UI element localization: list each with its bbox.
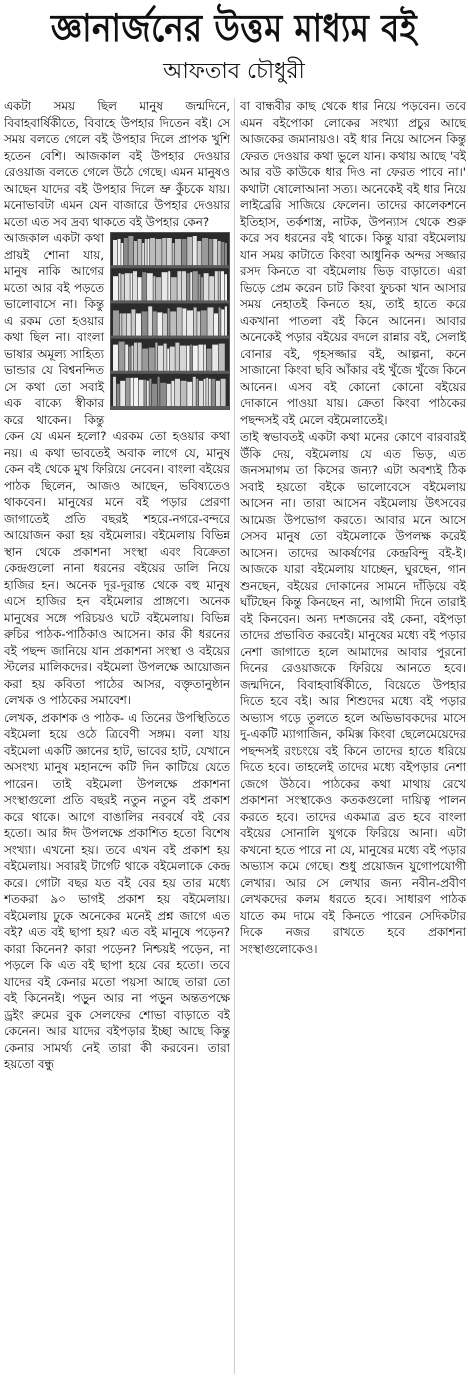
book-spine: [175, 379, 180, 406]
book-spine: [190, 345, 192, 371]
book-spine: [167, 384, 171, 406]
book-spine: [187, 310, 193, 335]
book-spine: [125, 273, 130, 300]
book-spine: [120, 381, 125, 406]
book-spine: [219, 307, 221, 335]
book-spine: [197, 311, 200, 335]
book-spine: [117, 384, 120, 406]
book-spine: [194, 307, 197, 335]
book-spine: [225, 243, 227, 265]
book-spine: [197, 241, 201, 265]
left-column: [4, 98, 230, 1376]
book-spine: [119, 342, 125, 371]
book-spine: [118, 239, 121, 265]
book-spine: [130, 273, 132, 300]
book-spine: [113, 310, 119, 335]
book-spine: [134, 241, 137, 265]
article-headline: জ্ঞানার্জনের উত্তম মাধ্যম বই: [50, 6, 418, 50]
book-spine: [158, 377, 160, 406]
book-spine: [213, 239, 217, 265]
book-spine: [142, 243, 144, 265]
book-spine: [221, 242, 224, 265]
book-spine: [201, 277, 203, 300]
book-spine: [167, 349, 169, 371]
paragraph: আজকাল একটা কথা প্রায়ই শোনা যায়, মানুষ নাকি আগের মতো আর বই পড়তে ভালোবাসে না। কিন্তু এ রকম তো হওয়ার কথা ছিল না। বাংলা ভাষার অমূল্য সাহিত্য ভান্ডার যে বিশ্বনন্দিত সে কথা তো সবাই এক বাক্যে স্বীকার করে থাকেন। কিন্তু কেন যে এমন হলো? এরকম তো হওয়ার কথা নয়। এ কথা ভাবতেই অবাক লাগে যে, মানুষ কেন বই থেকে মুখ ফিরিয়ে নেবেন। বাংলা বইয়ের পাঠক ছিলেন, আজও আছেন, ভবিষ্যতেও থাকবেন। মানুষের মনে বই পড়ার প্রেরণা জাগাতেই প্রতি বছরই শহরে-নগরে-বন্দরে আয়োজন করা হয় বইমেলার। বইমেলায় বিভিন্ন স্থান থেকে প্রকাশনা সংস্থা এবং বিক্রেতা কেন্দ্রগুলো নানা ধরনের বইয়ের ডালি নিয়ে হাজির হন। অনেক দূর-দূরান্ত থেকে বহু মানুষ এসে হাজির হন বইমেলার প্রাঙ্গণে। অনেক মানুষের সঙ্গে পরিচয়ও ঘটে বইমেলায়। বিভিন্ন রুচির পাঠক-পাঠিকাও আসেন। কার কী ধরনের বই পছন্দ জানিয়ে যান প্রকাশনা সংস্থা ও বইয়ের স্টলের মালিকদের। বইমেলা উপলক্ষে আয়োজন করা হয় কবিতা পাঠের আসর, বক্তৃতানুষ্ঠান লেখক ও পাঠকের সমাবেশ।: [4, 231, 230, 707]
book-spine: [182, 271, 186, 300]
book-spine: [152, 384, 157, 406]
book-spine: [219, 344, 225, 371]
book-spine: [133, 271, 137, 300]
book-spine: [193, 271, 198, 300]
book-spine: [171, 381, 174, 406]
book-spine: [221, 379, 226, 406]
book-spine: [198, 345, 203, 371]
book-spine: [193, 346, 198, 371]
book-spine: [147, 239, 149, 265]
book-spine: [160, 383, 166, 406]
book-spine: [175, 239, 181, 265]
book-spine: [156, 277, 161, 300]
book-spine: [225, 306, 227, 335]
book-spine: [182, 239, 187, 265]
book-spine: [214, 313, 218, 335]
book-spine: [199, 381, 203, 406]
column-divider: [234, 98, 235, 1374]
shelf-board: [111, 406, 229, 409]
book-spine: [142, 272, 146, 300]
book-spine: [204, 273, 209, 300]
book-spine: [215, 271, 218, 300]
book-spine: [202, 238, 208, 265]
paragraph: একটা সময় ছিল মানুষ জন্মদিনে, বিবাহবার্ষিকীতে, বিবাহে উপহার দিতেন বই। সে সময় বলতে গেলে বই উপহার দিলে প্রাপক খুশি হতেন বেশি। আজকাল বই উপহার দেওয়ার রেওয়াজ বলতে গেলে উঠে গেছে। এমন মানুষও আছেন যাদের বই উপহার দিলে ভ্রু কুঁচকে যায়। মনোভাবটা এমন যেন বাজারে উপহার দেওয়ার মতো এত সব দ্রব্য থাকতে বই উপহার কেন?: [4, 99, 230, 229]
book-spine: [145, 239, 147, 265]
book-spine: [147, 273, 153, 300]
book-spine: [127, 313, 131, 335]
book-spine: [177, 271, 181, 300]
book-spine: [211, 379, 215, 406]
book-spine: [139, 380, 144, 406]
book-spine: [162, 272, 168, 300]
book-spine: [144, 380, 146, 406]
book-spine: [129, 347, 131, 371]
book-spine: [170, 347, 175, 371]
book-spine: [149, 379, 151, 406]
book-spine: [216, 381, 220, 406]
book-spine: [136, 313, 141, 335]
book-spine: [130, 378, 133, 406]
book-spine: [221, 271, 224, 300]
book-spine: [198, 274, 200, 300]
book-spine: [193, 236, 197, 265]
shelf-board: [111, 265, 229, 268]
book-spine: [138, 343, 142, 371]
book-spine: [155, 343, 157, 371]
book-spine: [164, 344, 167, 371]
book-spine: [138, 277, 142, 300]
book-spine: [212, 345, 218, 371]
book-spine: [201, 310, 207, 335]
book-spine: [113, 240, 117, 265]
book-spine: [177, 307, 182, 335]
book-spine: [182, 308, 186, 335]
book-spine: [156, 239, 162, 265]
book-spine: [131, 309, 135, 335]
book-spine: [113, 276, 118, 300]
book-spine: [113, 377, 116, 406]
right-column: [240, 98, 466, 1376]
bookshelf-photo: [110, 232, 230, 410]
book-spine: [128, 236, 133, 265]
book-spine: [150, 238, 155, 265]
book-spine: [125, 345, 128, 371]
book-spine: [204, 379, 206, 406]
shelf-board: [111, 336, 229, 339]
book-spine: [206, 378, 208, 406]
book-spine: [163, 313, 167, 335]
book-spine: [167, 238, 172, 265]
book-spine: [162, 238, 166, 265]
book-spine: [172, 243, 174, 265]
book-spine: [180, 346, 186, 371]
book-spine: [138, 239, 142, 265]
book-spine: [131, 346, 133, 371]
book-spine: [134, 378, 138, 406]
book-spine: [204, 345, 206, 371]
book-spine: [207, 349, 212, 371]
book-spine: [193, 377, 196, 406]
book-spine: [207, 307, 213, 335]
book-spine: [148, 306, 152, 335]
book-spine: [119, 273, 121, 300]
book-spine: [209, 379, 211, 406]
book-spine: [120, 313, 122, 335]
book-spine: [113, 345, 118, 371]
book-spine: [134, 343, 137, 371]
book-spine: [175, 343, 179, 371]
book-spine: [171, 277, 177, 300]
book-spine: [142, 349, 148, 371]
book-spine: [209, 276, 214, 300]
book-spine: [168, 271, 170, 300]
book-spine: [168, 308, 170, 335]
article-byline: আফতাব চৌধুরী: [163, 59, 305, 84]
book-spine: [209, 239, 213, 265]
book-spine: [121, 243, 123, 265]
book-spine: [187, 382, 192, 406]
book-spine: [121, 274, 124, 300]
book-spine: [142, 311, 148, 335]
book-spine: [187, 273, 190, 300]
book-spine: [218, 271, 220, 300]
book-spine: [157, 312, 162, 335]
book-spine: [153, 311, 157, 335]
paragraph: বা বান্ধবীর কাছ থেকে ধার নিয়ে পড়বেন। তবে এমন বইপোকা লোকের সংখ্যা প্রচুর আছে আজকের জমানায়ও। বই ধার নিয়ে আসেন কিন্তু ফেরত দেওয়ার কথা ভুলে যান। কথায় আছে 'বই আর বউ কাউকে ধার দিও না ফেরত পাবে না।' কথাটা ষোলোআনা সত্য। অনেকেই বই ধার নিয়ে লাইব্রেরি সাজিয়ে ফেলেন। তাদের কালেকশনে ইতিহাস, তর্কশাস্ত্র, নাটক, উপন্যাস থেকে শুরু করে সব ধরনের বই থাকে। কিন্তু যারা বইমেলায় যান সময় কাটাতে কিংবা আধুনিক অন্দর সজ্জার রসদ কিনতে বা বইমেলায় ভিড় বাড়াতে। এরা ভিড়ে প্রেম করেন চাট কিংবা ফুচকা খান আসার সময় নেহাতই কিনতে হয়, তাই হাতে করে একখানা পাতলা বই কিনে আনেন। আবার অনেকেই পড়ার বইয়ের বদলে রান্নার বই, সেলাই বোনার বই, গৃহসজ্জার বই, আল্পনা, কনে সাজানো কিংবা ছবি আঁকার বই খুঁজে খুঁজে কিনে আনেন। এসব বই কোনো কোনো বইয়ের দোকানে পাওয়া যায়। ক্রেতা কিংবা পাঠকের পছন্দসই বই মেলে বইমেলাতেই।: [240, 99, 466, 427]
book-spine: [190, 272, 192, 300]
paragraph: তাই স্বভাবতই একটা কথা মনের কোণে বারবারই উঁকি দেয়, বইমেলায় যে এত ভিড়, এত জনসমাগম তা কিসের জন্য? এটা অবশ্যই ঠিক সবাই হয়তো বইকে ভালোবেসে বইমেলায় আসেন না। তারা আসেন বইমেলায় উৎসবের আমেজ উপভোগ করতে। আবার মনে আসে সেসব মানুষ তো বইমেলাকে উপলক্ষ করেই আসেন। তাদের আকর্ষণের কেন্দ্রবিন্দু বই-ই। আজকে যারা বইমেলায় যাচ্ছেন, ঘুরছেন, গান শুনছেন, বইয়ের দোকানের সামনে দাঁড়িয়ে বই ঘাঁটছেন কিন্তু কিনছেন না, আগামী দিনে তারাই বই কিনবেন। অন্য দশজনের বই কেনা, বইপড়া তাদের প্রভাবিত করবেই। মানুষের মধ্যে বই পড়ার নেশা জাগাতে হলে আমাদের আবার পুরনো দিনের রেওয়াজকে ফিরিয়ে আনতে হবে। জন্মদিনে, বিবাহবার্ষিকীতে, বিয়েতে উপহার দিতে হবে বই। আর শিশুদের মধ্যে বই পড়ার অভ্যাস গড়ে তুলতে হলে অভিভাবকদের মাসে দু-একটি ম্যাগাজিন, কমিক্স কিংবা ছেলেমেয়েদের পছন্দসই রংচংয়ে বই কিনে তাদের হাতে ধরিয়ে দিতে হবে। তাহলেই তাদের মধ্যে বইপড়ার নেশা জেগে উঠবে। পাঠকের কথা মাথায় রেখে প্রকাশনা সংস্থাকেও কতকগুলো দায়িত্ব পালন করতে হবে। তাদের একমাত্র ব্রত হবে বাংলা বইয়ের সোনালি যুগকে ফিরিয়ে আনা। এটা কখনো হতে পারে না যে, মানুষের মধ্যে বই পড়ার অভ্যাস কমে গেছে। শুধু প্রয়োজন যুগোপযোগী লেখার। আর সে লেখার জন্য নবীন-প্রবীণ লেখকদের কলম ধরতে হবে। সাধারণ পাঠক যাতে কম দামে বই কিনতে পারেন সেদিকটার দিকে নজর রাখতে হবে প্রকাশনা সংস্থাগুলোকেও।: [240, 430, 466, 956]
book-spine: [196, 379, 198, 406]
book-spine: [147, 381, 149, 406]
book-spine: [181, 381, 187, 406]
shelf-board: [111, 300, 229, 303]
book-spine: [126, 378, 130, 406]
book-spine: [187, 346, 190, 371]
book-spine: [187, 237, 192, 265]
paragraph: লেখক, প্রকাশক ও পাঠক- এ তিনের উপস্থিতিতে বইমেলা হয়ে ওঠে ত্রিবেণী সঙ্গম। বলা যায় বইমেলা একটি জ্ঞানের হাট, ভাবের হাট, যেখানে অসংখ্য মানুষ মহানন্দে কটি দিন কাটিয়ে যেতে পারেন। তাই বইমেলা উপলক্ষে প্রকাশনা সংস্থাগুলো প্রতি বছরই নতুন নতুন বই প্রকাশ করে থাকে। আগে বাঙালির নববর্ষে বই বের হতো। আর ঈদ উপলক্ষে প্রকাশিত হতো বিশেষ সংখ্যা। এখনো হয়। তবে এখন বই প্রকাশ হয় বইমেলায়। সবারই টার্গেট থাকে বইমেলাকে কেন্দ্র করে। গোটা বছর যত বই বের হয় তার মধ্যে শতকরা ৯০ ভাগই প্রকাশ হয় বইমেলায়। বইমেলায় ঢুকে অনেকের মনেই প্রশ্ন জাগে এত বই? এত বই ছাপা হয়? এত বই মানুষে পড়েন? কারা কিনেন? কারা পড়েন? নিশ্চয়ই পড়েন, না পড়লে কি এত বই ছাপা হয়ে বের হতো। তবে যাদের বই কেনার মতো পয়সা আছে তারা তো বই কিনেনই। পড়ুন আর না পড়ুন অন্ততপক্ষে ড্রইং রুমের বুক সেলফের শোভা বাড়াতে বই কেনেন। আর যাদের বইপড়ার ইচ্ছা আছে কিন্তু কেনার সামর্থ্য নেই তারা কী করবেন। তারা হয়তো বন্ধু: [4, 710, 230, 1071]
book-spine: [225, 274, 227, 300]
book-spine: [221, 309, 224, 335]
book-spine: [153, 276, 155, 300]
book-spine: [158, 346, 163, 371]
book-spine: [218, 241, 221, 265]
book-spine: [170, 311, 176, 335]
book-spine: [122, 313, 126, 335]
book-spine: [124, 238, 128, 265]
book-spine: [149, 348, 155, 371]
shelf-board: [111, 371, 229, 374]
